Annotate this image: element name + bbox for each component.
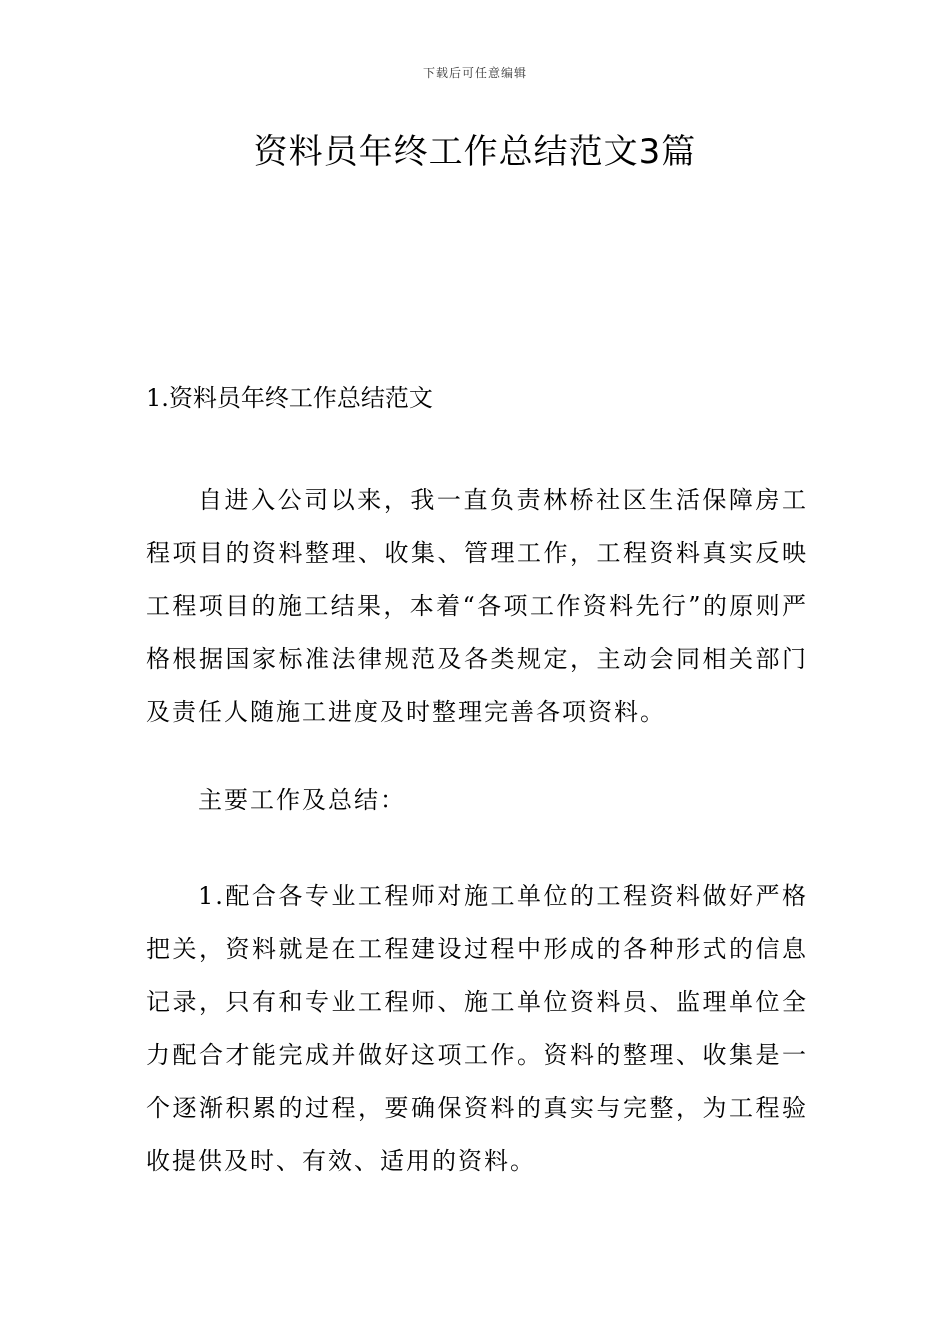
body-paragraph-item-1: 1.配合各专业工程师对施工单位的工程资料做好严格把关，资料就是在工程建设过程中形成的各种形式的信息记录，只有和专业工程师、施工单位资料员、监理单位全力配合才能完成并做好这项工作。资料的整理、收集是一个逐渐积累的过程，要确保资料的真实与完整，为工程验收提供及时、有效、适用的资料。 [146,882,808,1175]
body-paragraph-intro: 自进入公司以来，我一直负责林桥社区生活保障房工程项目的资料整理、收集、管理工作，工程资料真实反映工程项目的施工结果，本着“各项工作资料先行”的原则严格根据国家标准法律规范及各类规定，主动会同相关部门及责任人随施工进度及时整理完善各项资料。 [146,486,808,726]
header-note: 下载后可任意编辑 [422,66,527,80]
body-paragraph-summary-heading: 主要工作及总结： [198,786,406,814]
section-heading: 1.资料员年终工作总结范文 [146,384,433,412]
document-title: 资料员年终工作总结范文3篇 [253,132,697,172]
